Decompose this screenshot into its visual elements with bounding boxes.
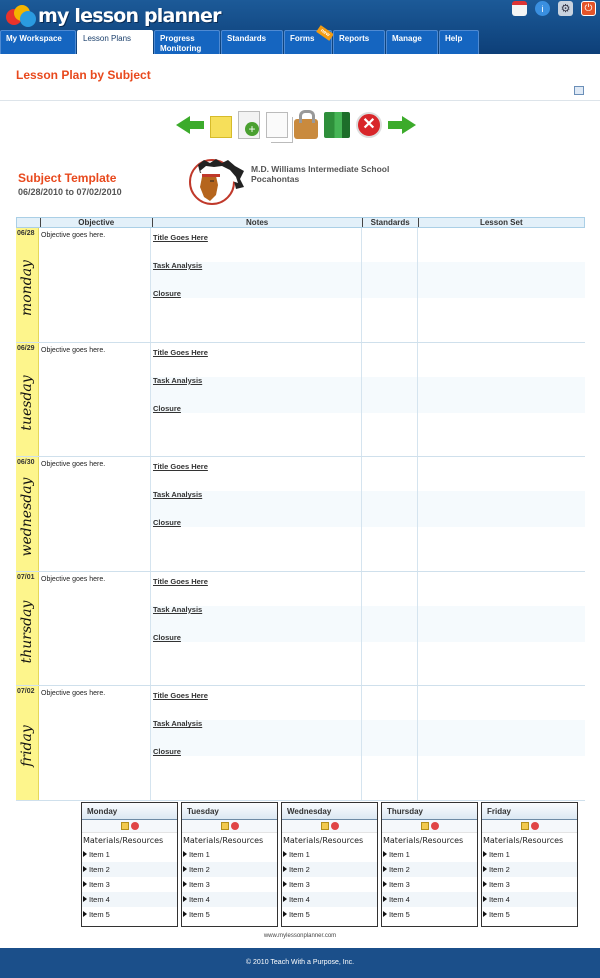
calendar-icon[interactable] — [512, 1, 527, 16]
note-closure-link[interactable]: Closure — [153, 403, 181, 413]
notes-cell — [151, 457, 362, 571]
list-item[interactable] — [382, 907, 477, 922]
notes-cell — [151, 686, 362, 800]
bullet-arrow-icon — [283, 896, 287, 902]
tab-forms-label: Forms — [290, 34, 315, 43]
books-icon[interactable] — [324, 112, 350, 138]
objective-cell[interactable]: Objective goes here. — [39, 457, 151, 571]
grid-header-row — [16, 217, 585, 228]
lesson-set-cell[interactable] — [418, 343, 585, 457]
list-item[interactable] — [482, 847, 577, 862]
lesson-set-cell[interactable] — [418, 686, 585, 800]
note-task-analysis-link[interactable]: Task Analysis — [153, 261, 203, 270]
bullet-arrow-icon — [283, 851, 287, 857]
list-item-label: Item 1 — [489, 850, 510, 859]
template-date-range: 06/28/2010 to 07/02/2010 — [18, 187, 122, 197]
list-item-label: Item 4 — [489, 895, 510, 904]
materials-box-tools — [382, 820, 477, 832]
notes-cell — [151, 228, 362, 342]
note-closure-link[interactable]: Closure — [153, 632, 181, 642]
day-date: 07/02 — [17, 688, 35, 696]
tab-my-workspace[interactable]: My Workspace — [0, 30, 76, 54]
list-item-label: Item 1 — [289, 850, 310, 859]
list-item[interactable] — [82, 847, 177, 862]
notes-cell — [151, 343, 362, 457]
list-item[interactable] — [482, 907, 577, 922]
day-label-cell — [16, 457, 39, 571]
grid-header-notes: Notes — [152, 218, 362, 227]
list-item-label: Item 2 — [189, 865, 210, 874]
sticky-note-icon[interactable] — [210, 116, 232, 138]
day-label-cell — [16, 686, 39, 800]
bullet-arrow-icon — [183, 881, 187, 887]
list-item[interactable] — [182, 862, 277, 877]
materials-heading: Materials/Resources — [482, 832, 577, 847]
list-item-label: Item 2 — [389, 865, 410, 874]
bullet-arrow-icon — [383, 896, 387, 902]
bullet-arrow-icon — [83, 881, 87, 887]
grid-header-standards: Standards — [362, 218, 418, 227]
bullet-arrow-icon — [183, 851, 187, 857]
lock-icon[interactable] — [294, 119, 318, 139]
note-title-link[interactable]: Title Goes Here — [153, 233, 208, 242]
day-name: monday — [19, 260, 35, 316]
list-item[interactable] — [82, 877, 177, 892]
list-item[interactable] — [282, 907, 377, 922]
brand-name: my lesson planner — [38, 5, 221, 27]
note-task-analysis-link[interactable]: Task Analysis — [153, 375, 203, 385]
objective-cell[interactable]: Objective goes here. — [39, 572, 151, 686]
tab-forms[interactable] — [284, 27, 332, 54]
list-item-label: Item 4 — [389, 895, 410, 904]
new-document-icon[interactable] — [238, 111, 260, 139]
materials-heading: Materials/Resources — [382, 832, 477, 847]
materials-heading: Materials/Resources — [182, 832, 277, 847]
day-label-cell — [16, 572, 39, 686]
list-item[interactable] — [382, 892, 477, 907]
power-icon[interactable]: ⏻ — [581, 1, 596, 16]
day-row-tuesday — [16, 343, 585, 458]
delete-icon[interactable] — [231, 822, 239, 830]
tab-manage[interactable]: Manage — [386, 30, 438, 54]
school-name-line2: Pocahontas — [251, 174, 300, 184]
list-item-label: Item 5 — [189, 910, 210, 919]
standards-cell[interactable] — [362, 228, 418, 342]
day-name: friday — [19, 725, 35, 768]
day-name: thursday — [19, 600, 35, 664]
list-item-label: Item 5 — [489, 910, 510, 919]
standards-cell[interactable] — [362, 457, 418, 571]
list-item[interactable] — [82, 862, 177, 877]
info-icon[interactable]: i — [535, 1, 550, 16]
bullet-arrow-icon — [283, 911, 287, 917]
main-nav-tabs — [0, 27, 480, 54]
day-name: wednesday — [19, 477, 35, 557]
top-bar — [0, 0, 600, 54]
materials-box-day: Tuesday — [182, 803, 277, 820]
tab-standards[interactable]: Standards — [221, 30, 283, 54]
standards-cell[interactable] — [362, 343, 418, 457]
note-title-link[interactable]: Title Goes Here — [153, 462, 208, 472]
list-item-label: Item 2 — [289, 865, 310, 874]
bullet-arrow-icon — [483, 896, 487, 902]
materials-box-thursday — [381, 802, 478, 927]
day-date: 06/29 — [17, 344, 35, 352]
grid-header-day — [17, 218, 40, 227]
lesson-set-cell[interactable] — [418, 228, 585, 342]
day-date: 06/30 — [17, 459, 35, 467]
note-task-analysis-link[interactable]: Task Analysis — [153, 719, 203, 729]
app-logo[interactable] — [4, 2, 221, 30]
list-item[interactable] — [382, 847, 477, 862]
grid-header-objective: Objective — [40, 218, 152, 227]
materials-list — [482, 847, 577, 922]
materials-box-day: Thursday — [382, 803, 477, 820]
lesson-toolbar — [176, 110, 416, 140]
tab-reports[interactable]: Reports — [333, 30, 385, 54]
materials-box-day: Wednesday — [282, 803, 377, 820]
list-item-label: Item 5 — [89, 910, 110, 919]
bullet-arrow-icon — [383, 866, 387, 872]
bullet-arrow-icon — [283, 881, 287, 887]
edit-icon[interactable] — [421, 822, 429, 830]
bullet-arrow-icon — [483, 911, 487, 917]
list-item-label: Item 4 — [89, 895, 110, 904]
materials-list — [382, 847, 477, 922]
page-title: Lesson Plan by Subject — [16, 68, 151, 82]
list-item-label: Item 2 — [489, 865, 510, 874]
school-name-line1: M.D. Williams Intermediate School — [251, 164, 390, 174]
delete-icon[interactable] — [431, 822, 439, 830]
printer-icon[interactable] — [574, 86, 584, 95]
materials-list — [182, 847, 277, 922]
bullet-arrow-icon — [383, 881, 387, 887]
list-item[interactable] — [182, 892, 277, 907]
bullet-arrow-icon — [483, 866, 487, 872]
delete-icon[interactable] — [131, 822, 139, 830]
note-closure-link[interactable]: Closure — [153, 747, 181, 757]
note-closure-link[interactable]: Closure — [153, 518, 181, 528]
lesson-grid — [16, 217, 585, 801]
list-item[interactable] — [382, 877, 477, 892]
tab-progress-monitoring[interactable]: Progress Monitoring — [154, 30, 220, 54]
day-label-cell — [16, 343, 39, 457]
gear-icon[interactable]: ⚙ — [558, 1, 573, 16]
list-item[interactable] — [482, 862, 577, 877]
list-item-label: Item 4 — [189, 895, 210, 904]
note-title-link[interactable]: Title Goes Here — [153, 576, 208, 586]
title-divider — [0, 100, 600, 101]
bullet-arrow-icon — [183, 911, 187, 917]
list-item-label: Item 3 — [189, 880, 210, 889]
edit-icon[interactable] — [121, 822, 129, 830]
list-item-label: Item 4 — [289, 895, 310, 904]
bullet-arrow-icon — [83, 911, 87, 917]
tab-help[interactable]: Help — [439, 30, 479, 54]
list-item-label: Item 5 — [389, 910, 410, 919]
list-item-label: Item 2 — [89, 865, 110, 874]
next-week-arrow-icon[interactable] — [388, 110, 416, 140]
new-badge: new — [316, 25, 334, 41]
list-item[interactable] — [182, 847, 277, 862]
list-item-label: Item 3 — [489, 880, 510, 889]
logo-mark-icon — [4, 3, 38, 29]
notes-cell — [151, 572, 362, 686]
copy-documents-icon[interactable] — [266, 112, 288, 138]
close-icon[interactable]: ✕ — [356, 112, 382, 138]
materials-box-day: Friday — [482, 803, 577, 820]
materials-box-day: Monday — [82, 803, 177, 820]
day-name: tuesday — [19, 374, 35, 431]
list-item[interactable] — [282, 862, 377, 877]
day-row-friday — [16, 686, 585, 801]
materials-box-tuesday — [181, 802, 278, 927]
materials-list — [82, 847, 177, 922]
day-date: 07/01 — [17, 573, 35, 581]
grid-header-lesson-set: Lesson Set — [418, 218, 584, 227]
note-title-link[interactable]: Title Goes Here — [153, 347, 208, 357]
list-item[interactable] — [482, 892, 577, 907]
objective-cell[interactable]: Objective goes here. — [39, 228, 151, 342]
list-item-label: Item 3 — [89, 880, 110, 889]
school-name — [251, 164, 389, 184]
bullet-arrow-icon — [283, 866, 287, 872]
note-task-analysis-link[interactable]: Task Analysis — [153, 604, 203, 614]
site-url[interactable]: www.mylessonplanner.com — [263, 933, 337, 939]
note-closure-link[interactable]: Closure — [153, 289, 181, 298]
list-item-label: Item 3 — [389, 880, 410, 889]
materials-heading: Materials/Resources — [282, 832, 377, 847]
list-item[interactable] — [182, 877, 277, 892]
standards-cell[interactable] — [362, 686, 418, 800]
list-item-label: Item 1 — [89, 850, 110, 859]
list-item[interactable] — [482, 877, 577, 892]
list-item-label: Item 1 — [389, 850, 410, 859]
day-row-wednesday — [16, 457, 585, 572]
materials-list — [282, 847, 377, 922]
list-item[interactable] — [282, 877, 377, 892]
bullet-arrow-icon — [83, 896, 87, 902]
materials-box-tools — [282, 820, 377, 832]
list-item[interactable] — [82, 907, 177, 922]
lesson-set-cell[interactable] — [418, 457, 585, 571]
list-item[interactable] — [82, 892, 177, 907]
materials-box-tools — [82, 820, 177, 832]
day-label-cell — [16, 228, 39, 342]
materials-box-friday — [481, 802, 578, 927]
day-row-monday — [16, 228, 585, 343]
bullet-arrow-icon — [83, 866, 87, 872]
list-item[interactable] — [182, 907, 277, 922]
edit-icon[interactable] — [221, 822, 229, 830]
delete-icon[interactable] — [531, 822, 539, 830]
template-title: Subject Template — [18, 171, 117, 185]
bullet-arrow-icon — [83, 851, 87, 857]
objective-cell[interactable]: Objective goes here. — [39, 686, 151, 800]
bullet-arrow-icon — [183, 896, 187, 902]
materials-boxes — [81, 802, 578, 927]
note-title-link[interactable]: Title Goes Here — [153, 691, 208, 701]
list-item-label: Item 5 — [289, 910, 310, 919]
lesson-set-cell[interactable] — [418, 572, 585, 686]
objective-cell[interactable]: Objective goes here. — [39, 343, 151, 457]
delete-icon[interactable] — [331, 822, 339, 830]
list-item[interactable] — [282, 892, 377, 907]
list-item-label: Item 1 — [189, 850, 210, 859]
list-item-label: Item 3 — [289, 880, 310, 889]
bullet-arrow-icon — [383, 911, 387, 917]
materials-box-monday — [81, 802, 178, 927]
edit-icon[interactable] — [321, 822, 329, 830]
standards-cell[interactable] — [362, 572, 418, 686]
tab-lesson-plans[interactable]: Lesson Plans — [77, 30, 153, 54]
header-icons — [512, 1, 596, 16]
footer-copyright: © 2010 Teach With a Purpose, Inc. — [0, 948, 600, 978]
materials-box-tools — [482, 820, 577, 832]
list-item[interactable] — [382, 862, 477, 877]
bullet-arrow-icon — [483, 851, 487, 857]
previous-week-arrow-icon[interactable] — [176, 110, 204, 140]
day-date: 06/28 — [17, 230, 35, 237]
bullet-arrow-icon — [483, 881, 487, 887]
school-mascot-logo — [188, 157, 246, 207]
edit-icon[interactable] — [521, 822, 529, 830]
note-task-analysis-link[interactable]: Task Analysis — [153, 490, 203, 500]
materials-box-tools — [182, 820, 277, 832]
bullet-arrow-icon — [183, 866, 187, 872]
materials-heading: Materials/Resources — [82, 832, 177, 847]
materials-box-wednesday — [281, 802, 378, 927]
bullet-arrow-icon — [383, 851, 387, 857]
day-row-thursday — [16, 572, 585, 687]
list-item[interactable] — [282, 847, 377, 862]
